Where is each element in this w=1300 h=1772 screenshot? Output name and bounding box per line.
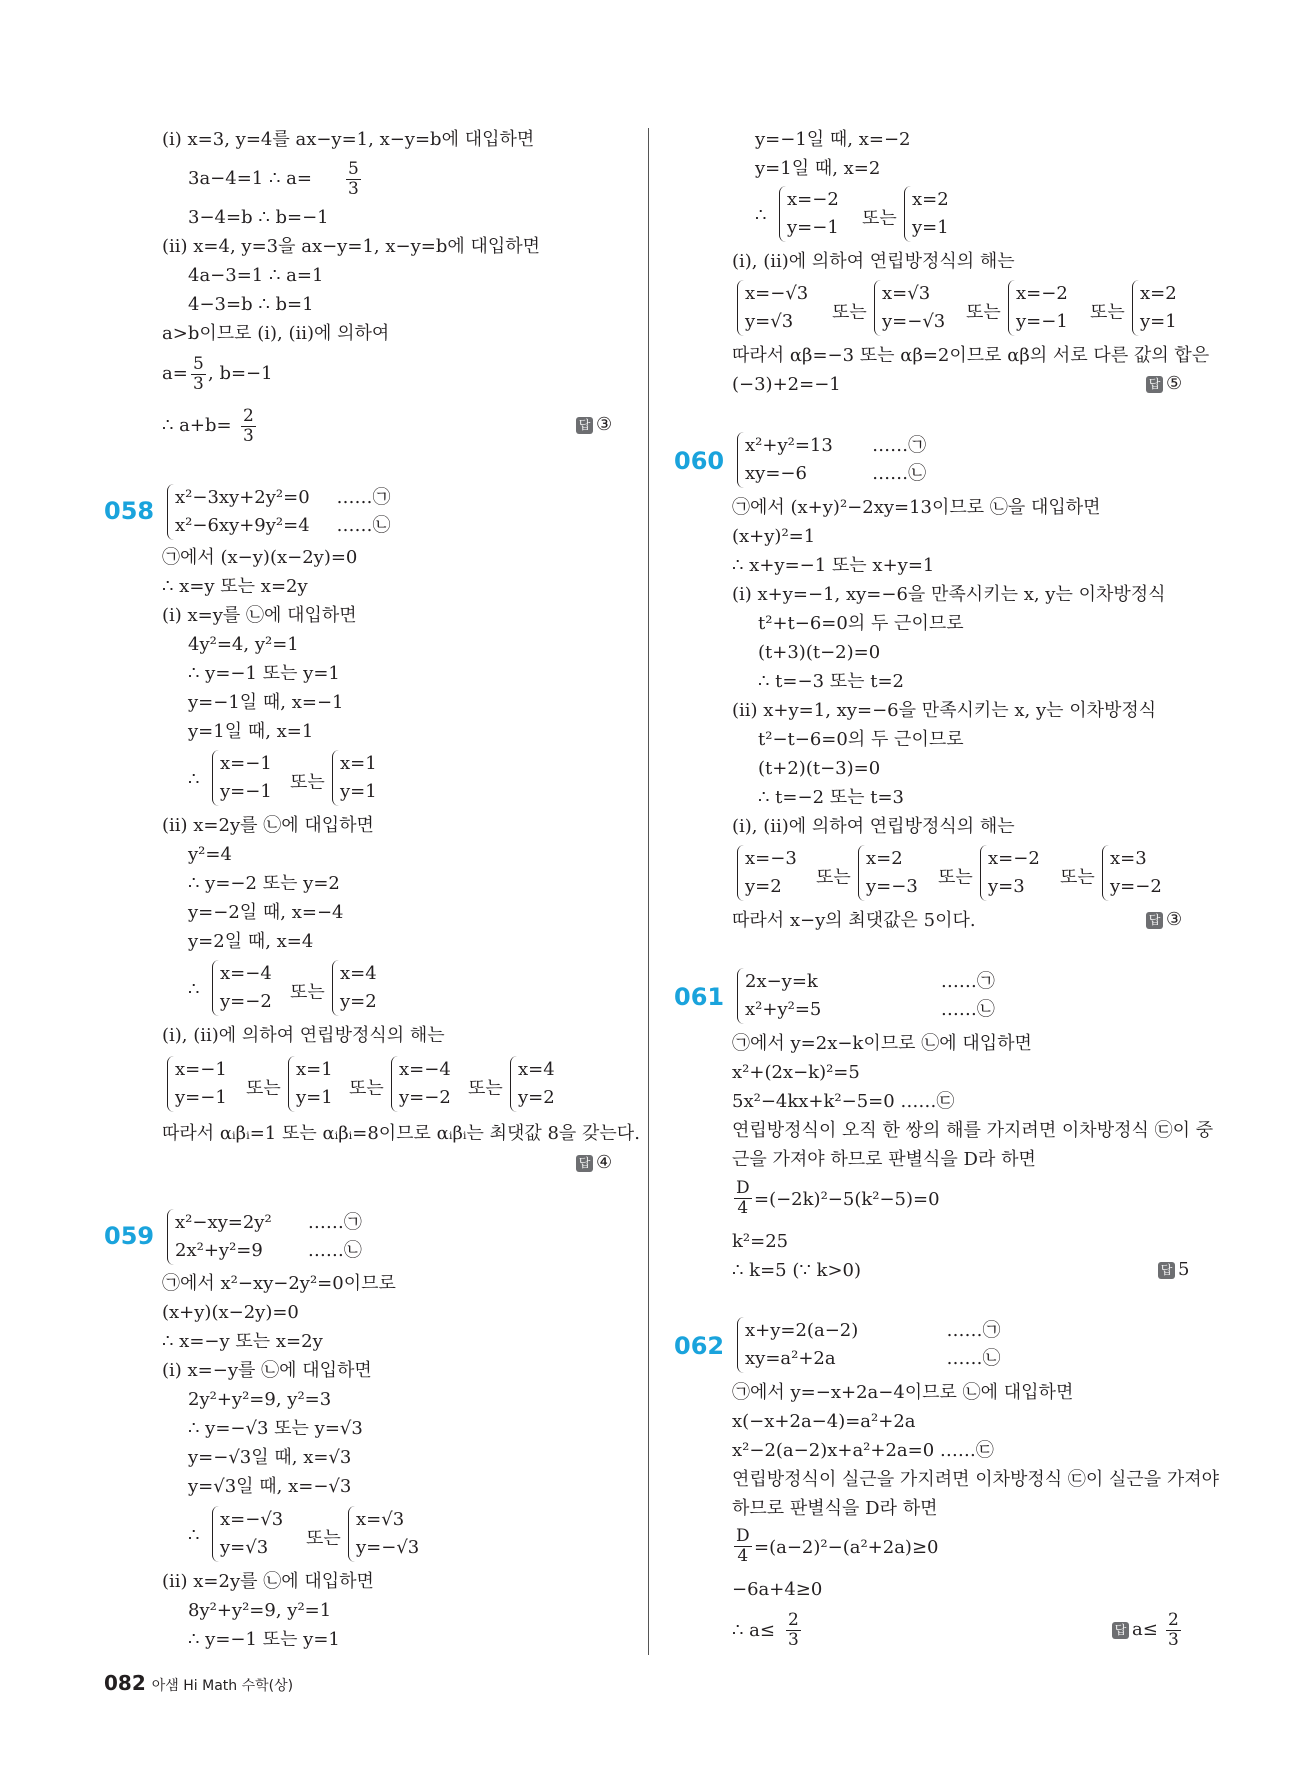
answer-value: ④	[596, 1152, 613, 1173]
solution-system	[904, 186, 949, 242]
solution-system	[737, 845, 797, 901]
solution-system	[1102, 845, 1162, 901]
p59-line: (ⅱ) x=2y를 ㉡에 대입하면	[162, 1571, 374, 1592]
equation: y=−3	[866, 876, 918, 897]
p62-line: x(−x+2a−4)=a²+2a	[732, 1411, 916, 1432]
fraction-numerator: 5	[348, 159, 359, 179]
p59-line: (−3)+2=−1	[732, 374, 841, 395]
solution-system	[212, 960, 272, 1016]
p58-line: y=2일 때, x=4	[188, 931, 314, 952]
p57-line: (ⅰ) x=3, y=4를 ax−y=1, x−y=b에 대입하면	[162, 129, 535, 150]
fraction-denominator: 3	[243, 426, 254, 446]
therefore-symbol: ∴	[755, 205, 767, 226]
equation: x=−√3	[745, 283, 809, 304]
p60-line: ∴ x+y=−1 또는 x+y=1	[732, 555, 935, 576]
p59-line: y=−√3일 때, x=√3	[188, 1447, 352, 1468]
equation: y=−1	[787, 217, 839, 238]
p57-line: a>b이므로 (ⅰ), (ⅱ)에 의하여	[162, 323, 390, 344]
p58-line: (ⅰ) x=y를 ㉡에 대입하면	[162, 605, 357, 626]
equation-tag: ……㉠	[307, 1212, 362, 1233]
therefore-symbol: ∴	[188, 979, 200, 1000]
equation: x²−3xy+2y²=0	[175, 487, 310, 508]
p57-fraction	[191, 355, 206, 394]
p59-line: (ⅰ), (ⅱ)에 의하여 연립방정식의 해는	[732, 251, 1015, 272]
p60-line: t²−t−6=0의 두 근이므로	[758, 729, 964, 750]
p57-fraction	[241, 407, 256, 446]
p57-line: , b=−1	[208, 363, 273, 384]
equation: x=√3	[356, 1509, 405, 1530]
p60-line: (ⅰ) x+y=−1, xy=−6을 만족시키는 x, y는 이차방정식	[732, 584, 1166, 605]
p58-line: ㉠에서 (x−y)(x−2y)=0	[162, 547, 358, 568]
p57-fraction	[346, 160, 361, 199]
book-title: 아샘 Hi Math 수학(상)	[151, 1678, 294, 1694]
p62-fraction	[786, 1611, 801, 1650]
equation: x=2	[866, 848, 903, 869]
p61-line: 근을 가져야 하므로 판별식을 D라 하면	[732, 1149, 1036, 1170]
or-word: 또는	[862, 208, 897, 229]
equation-tag: ……㉡	[872, 463, 927, 484]
equation: x=−2	[1016, 283, 1068, 304]
equation: x=√3	[882, 283, 931, 304]
equation: y=−1	[175, 1087, 227, 1108]
p61-fraction	[734, 1179, 752, 1218]
solution-system	[980, 845, 1040, 901]
p61-line: x²+(2x−k)²=5	[732, 1062, 860, 1083]
p62-fraction	[734, 1527, 752, 1566]
p59-line: ∴ x=−y 또는 x=2y	[162, 1331, 323, 1352]
equation-tag: ……㉠	[872, 435, 927, 456]
p59-line: y=−1일 때, x=−2	[755, 129, 911, 150]
equation-tag: ……㉠	[940, 971, 995, 992]
or-word: 또는	[938, 867, 973, 888]
fraction-numerator: 2	[243, 406, 254, 426]
p58-line: ∴ y=−2 또는 y=2	[188, 873, 340, 894]
equation: y=1	[296, 1087, 333, 1108]
p59-line: (ⅰ) x=−y를 ㉡에 대입하면	[162, 1360, 372, 1381]
p58-line: 따라서 αᵢβᵢ=1 또는 αᵢβᵢ=8이므로 αᵢβᵢ는 최댓값 8을 갖는다.	[162, 1123, 640, 1144]
p62-line: ㉠에서 y=−x+2a−4이므로 ㉡에 대입하면	[732, 1382, 1074, 1403]
p61-line: ∴ k=5 (∵ k>0)	[732, 1260, 861, 1281]
fraction-denominator: 3	[788, 1630, 799, 1650]
page-number: 082	[104, 1671, 146, 1695]
or-word: 또는	[306, 1528, 341, 1549]
equation: x²−6xy+9y²=4	[175, 515, 310, 536]
problem-number: 062	[674, 1332, 725, 1360]
problem-number: 059	[104, 1222, 155, 1250]
solution-system	[212, 1506, 283, 1562]
equation-tag: ……㉡	[336, 515, 391, 536]
equation: x=−1	[220, 753, 272, 774]
equation-tag: ……㉡	[946, 1348, 1001, 1369]
p59-line: ∴ y=−√3 또는 y=√3	[188, 1418, 363, 1439]
p57-line: 4−3=b ∴ b=1	[188, 294, 314, 315]
equation: y=−2	[220, 991, 272, 1012]
answer-value: 5	[1178, 1259, 1190, 1280]
p60-line: ㉠에서 (x+y)²−2xy=13이므로 ㉡을 대입하면	[732, 497, 1101, 518]
equation: y=−1	[220, 781, 272, 802]
fraction-numerator: 2	[788, 1610, 799, 1630]
p58-line: ∴ y=−1 또는 y=1	[188, 663, 340, 684]
equation-system	[737, 432, 926, 488]
equation: x=4	[340, 963, 377, 984]
solution-system	[1008, 280, 1068, 336]
equation: x=−2	[787, 189, 839, 210]
equation: x=1	[340, 753, 377, 774]
p58-line: 4y²=4, y²=1	[188, 634, 299, 655]
fraction-denominator: 4	[737, 1198, 749, 1218]
equation-tag: ……㉠	[336, 487, 391, 508]
equation: x²−xy=2y²	[175, 1212, 272, 1233]
p60-line: (ⅱ) x+y=1, xy=−6을 만족시키는 x, y는 이차방정식	[732, 700, 1157, 721]
fraction-denominator: 3	[348, 179, 359, 199]
fraction-denominator: 4	[737, 1546, 749, 1566]
equation: y=−1	[1016, 311, 1068, 332]
p61-line: 5x²−4kx+k²−5=0 ……㉢	[732, 1091, 955, 1112]
equation: y=1	[340, 781, 377, 802]
equation: y=−2	[1110, 876, 1162, 897]
or-word: 또는	[290, 772, 325, 793]
equation: x+y=2(a−2)	[745, 1320, 859, 1341]
p58-line: ∴ x=y 또는 x=2y	[162, 576, 308, 597]
p60-line: ∴ t=−2 또는 t=3	[758, 787, 905, 808]
equation: x=−4	[399, 1059, 451, 1080]
answer	[576, 1152, 612, 1173]
p59-line: y=1일 때, x=2	[755, 158, 881, 179]
equation: y=2	[745, 876, 782, 897]
equation: y=√3	[220, 1537, 269, 1558]
or-word: 또는	[1090, 302, 1125, 323]
p62-line: x²−2(a−2)x+a²+2a=0 ……㉢	[732, 1440, 994, 1461]
therefore-symbol: ∴	[188, 1525, 200, 1546]
p57-line: ∴ a+b=	[162, 415, 232, 436]
p62-line: −6a+4≥0	[732, 1579, 823, 1600]
or-word: 또는	[966, 302, 1001, 323]
solution-system	[779, 186, 839, 242]
p57-line: 4a−3=1 ∴ a=1	[188, 265, 324, 286]
p59-line: ㉠에서 x²−xy−2y²=0이므로	[162, 1273, 396, 1294]
answer	[1146, 373, 1182, 394]
equation: y=√3	[745, 311, 794, 332]
equation: x=2	[1140, 283, 1177, 304]
answer-mark-icon: 답	[1158, 1262, 1175, 1279]
or-word: 또는	[290, 982, 325, 1003]
or-word: 또는	[1060, 867, 1095, 888]
p58-line: (ⅰ), (ⅱ)에 의하여 연립방정식의 해는	[162, 1025, 445, 1046]
equation: x=−2	[988, 848, 1040, 869]
p61-line: ㉠에서 y=2x−k이므로 ㉡에 대입하면	[732, 1033, 1032, 1054]
equation: y=−√3	[356, 1537, 420, 1558]
p62-line: =(a−2)²−(a²+2a)≥0	[754, 1537, 939, 1558]
or-word: 또는	[246, 1078, 281, 1099]
equation-system	[167, 484, 391, 540]
p57-line: (ⅱ) x=4, y=3을 ax−y=1, x−y=b에 대입하면	[162, 236, 541, 257]
equation: y=1	[912, 217, 949, 238]
solution-system	[212, 750, 272, 806]
equation: y=−2	[399, 1087, 451, 1108]
or-word: 또는	[468, 1078, 503, 1099]
solution-system	[858, 845, 918, 901]
solution-system	[510, 1056, 555, 1112]
equation-tag: ……㉠	[946, 1320, 1001, 1341]
p60-line: (t+2)(t−3)=0	[758, 758, 881, 779]
equation: y=1	[1140, 311, 1177, 332]
p61-line: k²=25	[732, 1231, 789, 1252]
p57-line: 3a−4=1 ∴ a=	[188, 168, 312, 189]
p60-line: (ⅰ), (ⅱ)에 의하여 연립방정식의 해는	[732, 816, 1015, 837]
p60-line: 따라서 x−y의 최댓값은 5이다.	[732, 910, 976, 931]
page-footer	[104, 1671, 293, 1695]
answer-mark-icon: 답	[576, 1155, 593, 1172]
p61-line: =(−2k)²−5(k²−5)=0	[754, 1189, 940, 1210]
p58-line: y=−2일 때, x=−4	[188, 902, 344, 923]
fraction-numerator: D	[736, 1178, 750, 1198]
solution-system	[874, 280, 945, 336]
equation: y=3	[988, 876, 1025, 897]
equation-system	[737, 968, 995, 1024]
p60-line: ∴ t=−3 또는 t=2	[758, 671, 905, 692]
equation-tag: ……㉡	[940, 999, 995, 1020]
fraction-numerator: 5	[193, 354, 204, 374]
p58-line: y²=4	[188, 844, 232, 865]
equation-system	[167, 1209, 362, 1265]
p57-line: 3−4=b ∴ b=−1	[188, 207, 329, 228]
equation: y=2	[518, 1087, 555, 1108]
answer	[576, 414, 612, 435]
equation: y=2	[340, 991, 377, 1012]
solution-system	[332, 750, 377, 806]
equation: x=−3	[745, 848, 797, 869]
column-divider	[648, 128, 649, 1655]
p62-line: ∴ a≤	[732, 1620, 775, 1641]
p57-line: a=	[162, 363, 188, 384]
equation: x=4	[518, 1059, 555, 1080]
p59-line: 2y²+y²=9, y²=3	[188, 1389, 332, 1410]
answer	[1146, 909, 1182, 930]
solution-system	[737, 280, 808, 336]
answer-value: ③	[596, 414, 613, 435]
equation: x=−√3	[220, 1509, 284, 1530]
equation: xy=a²+2a	[745, 1348, 836, 1369]
p60-line: (x+y)²=1	[732, 526, 816, 547]
p60-line: (t+3)(t−2)=0	[758, 642, 881, 663]
answer-value: ⑤	[1166, 373, 1183, 394]
solution-system	[332, 960, 377, 1016]
answer-mark-icon: 답	[1112, 1622, 1129, 1639]
equation: x²+y²=13	[745, 435, 833, 456]
p58-line: (ⅱ) x=2y를 ㉡에 대입하면	[162, 815, 374, 836]
equation: x=1	[296, 1059, 333, 1080]
equation: x=−1	[175, 1059, 227, 1080]
answer	[1158, 1259, 1189, 1280]
p59-line: (x+y)(x−2y)=0	[162, 1302, 299, 1323]
fraction-numerator: 2	[1168, 1610, 1179, 1630]
equation-system	[737, 1317, 1001, 1373]
answer-value: ③	[1166, 909, 1183, 930]
answer-mark-icon: 답	[1146, 912, 1163, 929]
p58-line: y=−1일 때, x=−1	[188, 692, 344, 713]
or-word: 또는	[832, 302, 867, 323]
equation: x=2	[912, 189, 949, 210]
p59-line: 따라서 αβ=−3 또는 αβ=2이므로 αβ의 서로 다른 값의 합은	[732, 345, 1210, 366]
p59-line: ∴ y=−1 또는 y=1	[188, 1629, 340, 1650]
p62-line: 연립방정식이 실근을 가지려면 이차방정식 ㉢이 실근을 가져야	[732, 1469, 1220, 1490]
solution-system	[288, 1056, 333, 1112]
answer-fraction	[1166, 1611, 1181, 1650]
answer-value: a≤	[1132, 1619, 1158, 1640]
p59-line: y=√3일 때, x=−√3	[188, 1476, 352, 1497]
equation: 2x−y=k	[745, 971, 818, 992]
equation: xy=−6	[745, 463, 807, 484]
equation-tag: ……㉡	[307, 1240, 362, 1261]
equation: x=3	[1110, 848, 1147, 869]
problem-number: 061	[674, 983, 725, 1011]
p58-line: y=1일 때, x=1	[188, 721, 314, 742]
therefore-symbol: ∴	[188, 769, 200, 790]
equation: x=−4	[220, 963, 272, 984]
solution-system	[391, 1056, 451, 1112]
or-word: 또는	[816, 867, 851, 888]
equation: x²+y²=5	[745, 999, 822, 1020]
answer-mark-icon: 답	[1146, 376, 1163, 393]
p62-line: 하므로 판별식을 D라 하면	[732, 1498, 938, 1519]
p59-line: 8y²+y²=9, y²=1	[188, 1600, 332, 1621]
answer	[1112, 1619, 1158, 1640]
fraction-denominator: 3	[193, 374, 204, 394]
answer-mark-icon: 답	[576, 417, 593, 434]
solution-system	[1132, 280, 1177, 336]
or-word: 또는	[349, 1078, 384, 1099]
fraction-denominator: 3	[1168, 1630, 1179, 1650]
problem-number: 060	[674, 447, 725, 475]
solution-system	[167, 1056, 227, 1112]
p60-line: t²+t−6=0의 두 근이므로	[758, 613, 964, 634]
equation: 2x²+y²=9	[175, 1240, 263, 1261]
equation: y=−√3	[882, 311, 946, 332]
problem-number: 058	[104, 497, 155, 525]
p61-line: 연립방정식이 오직 한 쌍의 해를 가지려면 이차방정식 ㉢이 중	[732, 1120, 1214, 1141]
solution-system	[348, 1506, 419, 1562]
fraction-numerator: D	[736, 1526, 750, 1546]
